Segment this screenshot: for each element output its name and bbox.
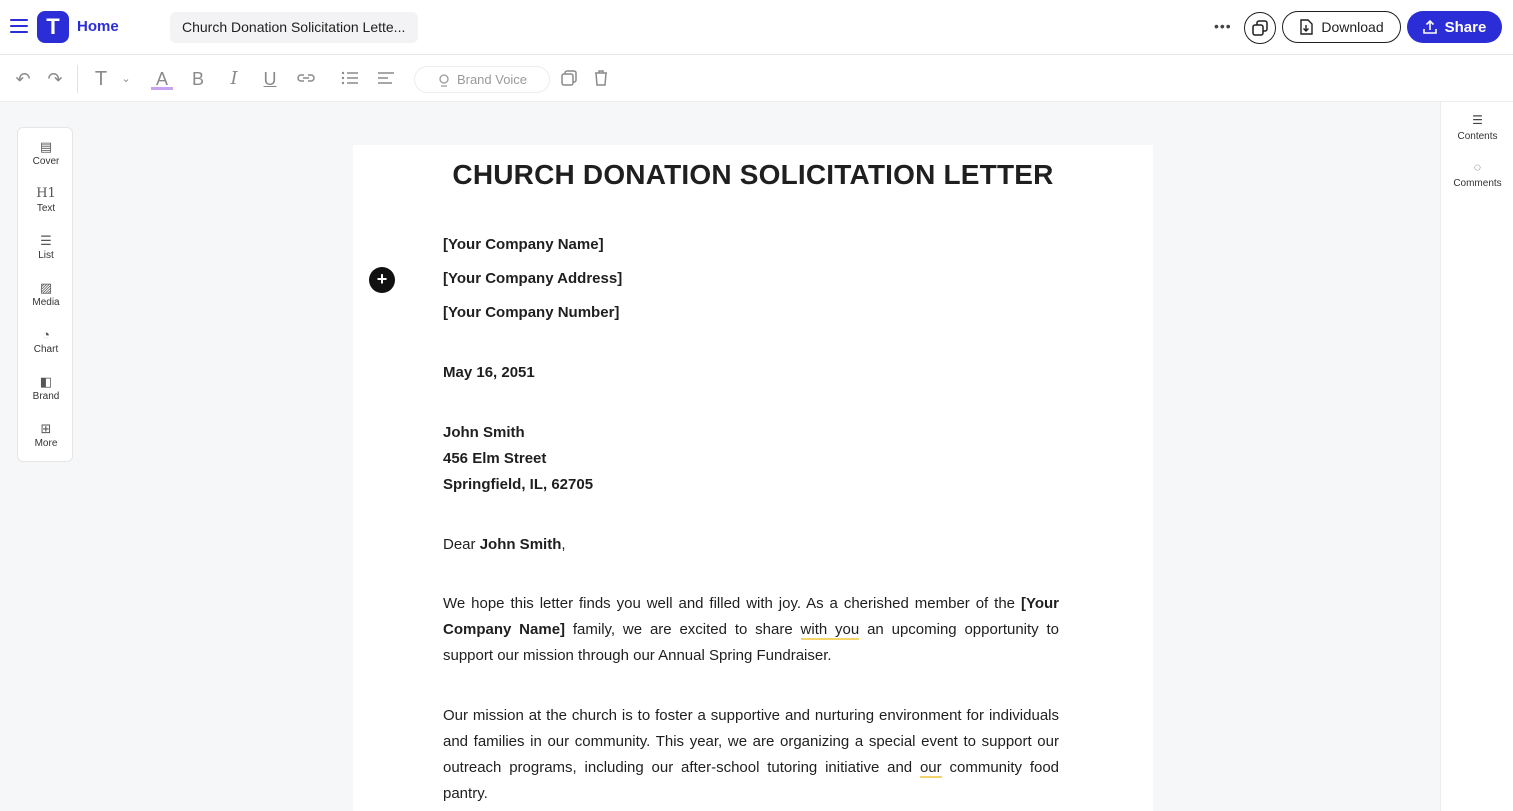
toolbar-divider <box>77 65 78 93</box>
download-label: Download <box>1321 19 1384 35</box>
recipient-city-line[interactable]: Springfield, IL, 62705 <box>443 476 594 493</box>
text-label: Text <box>36 203 56 214</box>
paragraph-2[interactable] <box>443 703 1059 807</box>
copy-icon <box>1252 20 1268 36</box>
media-label: Media <box>32 297 60 308</box>
brand-voice-label: Brand Voice <box>456 72 528 87</box>
brand-voice-button[interactable] <box>414 66 550 93</box>
insert-chart-button[interactable] <box>18 326 74 366</box>
image-icon: ▨ <box>39 280 53 295</box>
share-button[interactable] <box>1407 11 1502 43</box>
grid-icon: ⊞ <box>40 421 52 436</box>
align-left-icon[interactable] <box>375 68 397 90</box>
file-download-icon <box>1299 19 1313 35</box>
bullet-list-icon[interactable] <box>339 68 361 90</box>
comment-icon: ◌ <box>1473 160 1482 174</box>
trash-icon[interactable] <box>590 68 612 90</box>
contents-label: Contents <box>1457 131 1498 142</box>
company-name-line[interactable]: [Your Company Name] <box>443 236 604 253</box>
paragraph-1-suggestion[interactable]: with you <box>800 621 860 638</box>
insert-brand-button[interactable] <box>18 373 74 413</box>
date-line[interactable]: May 16, 2051 <box>443 364 535 381</box>
comments-label: Comments <box>1453 178 1502 189</box>
paragraph-1-text-b: family, we are excited to share <box>572 621 793 638</box>
home-link[interactable]: Home <box>77 18 119 35</box>
insert-more-button[interactable] <box>18 420 74 460</box>
chart-icon: ◔ <box>42 327 50 342</box>
salutation-name: John Smith <box>479 536 562 553</box>
brand-voice-icon <box>437 73 451 87</box>
document-heading[interactable]: CHURCH DONATION SOLICITATION LETTER <box>452 159 1054 190</box>
salutation-line[interactable] <box>443 536 566 553</box>
upload-icon <box>1423 20 1437 34</box>
recipient-name-line[interactable]: John Smith <box>443 424 525 441</box>
insert-panel <box>17 127 73 462</box>
company-number-line[interactable]: [Your Company Number] <box>443 304 620 321</box>
recipient-street-line[interactable]: 456 Elm Street <box>443 450 547 467</box>
italic-icon[interactable]: I <box>230 68 238 89</box>
chevron-down-icon[interactable]: ⌄ <box>121 73 131 85</box>
underline-icon[interactable]: U <box>263 69 277 89</box>
menu-icon[interactable] <box>10 19 28 33</box>
add-block-button[interactable]: + <box>369 267 395 293</box>
bold-icon[interactable]: B <box>191 69 204 89</box>
insert-text-button[interactable] <box>18 185 74 225</box>
document-page[interactable] <box>353 145 1153 811</box>
top-bar <box>0 0 1513 55</box>
salutation-prefix: Dear <box>443 536 476 553</box>
more-label: More <box>34 438 58 449</box>
more-options-icon[interactable]: ••• <box>1214 18 1232 34</box>
paragraph-1-text-c: an upcoming opportunity to support our mission through our Annual Spring Fundraiser. <box>443 621 1060 664</box>
paragraph-2-suggestion[interactable]: our <box>919 759 942 776</box>
list-icon: ☰ <box>40 233 52 248</box>
link-icon[interactable] <box>295 68 317 90</box>
contents-button[interactable] <box>1441 113 1513 142</box>
chart-label: Chart <box>33 344 59 355</box>
cover-label: Cover <box>32 156 60 167</box>
paragraph-1[interactable] <box>443 591 1059 669</box>
salutation-suffix: , <box>561 536 566 553</box>
text-style-icon[interactable]: T <box>94 68 108 90</box>
cover-icon: ▤ <box>39 139 53 154</box>
company-address-line[interactable]: [Your Company Address] <box>443 270 623 287</box>
insert-cover-button[interactable] <box>18 138 74 178</box>
copy-block-icon[interactable] <box>558 68 580 90</box>
insert-list-button[interactable] <box>18 232 74 272</box>
share-label: Share <box>1444 18 1487 36</box>
paragraph-2-text-b: community food pantry. <box>443 759 1060 802</box>
download-button[interactable] <box>1282 11 1401 43</box>
brand-label: Brand <box>32 391 60 402</box>
list-label: List <box>38 250 54 261</box>
undo-icon[interactable]: ↶ <box>15 69 31 89</box>
paragraph-1-company: [Your Company Name] <box>443 595 1060 638</box>
redo-icon[interactable]: ↷ <box>47 69 63 89</box>
paragraph-1-text-a: We hope this letter finds you well and filled with joy. As a cherished member of the <box>443 595 1016 612</box>
text-color-icon[interactable]: A <box>151 68 173 90</box>
comments-button[interactable] <box>1441 160 1513 189</box>
brand-icon: ◧ <box>39 374 53 389</box>
right-sidebar <box>1440 102 1513 811</box>
app-logo[interactable]: T <box>37 11 69 43</box>
formatting-toolbar <box>0 55 1513 102</box>
paragraph-2-text-a: Our mission at the church is to foster a supportive and nurturing environment for individuals and families in our community. This year, we are organizing a special event to support our outreach programs, including our after-school tutoring initiative and <box>443 707 1059 776</box>
document-title-field[interactable]: Church Donation Solicitation Lette... <box>170 12 418 43</box>
insert-media-button[interactable] <box>18 279 74 319</box>
heading-icon: H1 <box>36 186 56 201</box>
duplicate-button[interactable] <box>1244 12 1276 44</box>
contents-icon: ☰ <box>1472 113 1483 127</box>
